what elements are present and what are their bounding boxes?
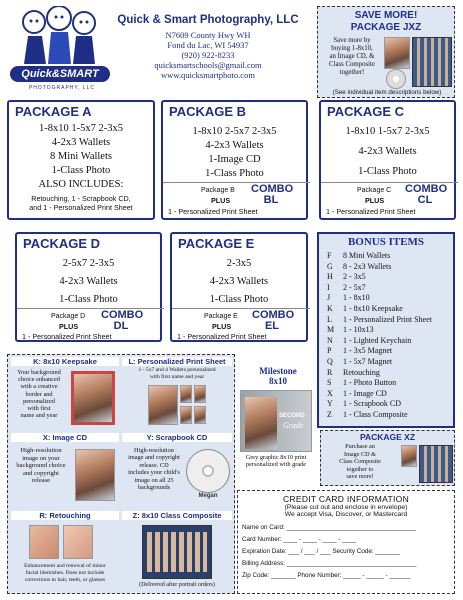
item-z-title: Z: 8x10 Class Composite [122,511,232,520]
item-y-title: Y: Scrapbook CD [122,433,232,442]
retouch-before-photo [29,525,59,559]
bonus-item: S 1 - Photo Button [327,378,397,388]
bonus-item: R Retouching [327,367,380,377]
save-more-composite-icon [412,37,452,87]
package-d-title: PACKAGE D [23,236,101,251]
card-name-field[interactable]: Name on Card: _____________________________________ [242,524,417,531]
class-composite-icon [142,525,212,579]
item-y: Y: Scrapbook CD High-resolution image and copyright release. CD includes your child's image on all 25 backgrounds Megan [122,433,232,505]
zip-phone-field[interactable]: Zip Code: _______ Phone Number: _____ - _____ - ______ [242,572,411,579]
package-a-title: PACKAGE A [15,104,92,119]
package-b-title: PACKAGE B [169,104,247,119]
bonus-item: J 1 - 8x10 [327,293,370,303]
card-number-field[interactable]: Card Number: ____ - ____ - ____ - ____ [242,536,357,543]
item-k-title: K: 8x10 Keepsake [11,357,119,366]
credit-card-form: CREDIT CARD INFORMATION (Please cut out and enclose in envelope) We accept Visa, Discover, or Mastercard Name on Card: _____________________________________ Card Number: ____ - ____ - ____ - ____ Expiration Date: ___ / ___ / ___ Security Code: _______ Billing Address: _____________________________________ Zip Code: _______ Phone Number: _____ - _____ - ______ [237,490,455,594]
package-d-combo: COMBO DL [101,309,144,332]
package-xz-composite-icon [419,445,453,483]
retouch-after-photo [63,525,93,559]
company-info [108,14,308,80]
bonus-item: P 1 - 3x5 Magnet [327,346,393,356]
company-name: Quick & Smart Photography, LLC [117,14,299,26]
expiration-field[interactable]: Expiration Date: ___ / ___ / ___ Security Code: _______ [242,548,400,555]
bonus-item: N 1 - Lighted Keychain [327,335,412,345]
package-xz-box: PACKAGE XZ Purchase an Image CD & Class Composite together to save more! [320,430,455,486]
item-l-title: L: Personalized Print Sheet [122,357,232,366]
package-c: PACKAGE C 1-8x10 1-5x7 2-3x5 4-2x3 Wallets 1-Class Photo Package C PLUS COMBO CL 1 - Personalized Print Sheet [319,100,456,220]
item-l: L: Personalized Print Sheet 1 - 5x7 and 4 Wallets personalized with first name and year [122,357,232,427]
save-more-text: Save more by buying 1-8x10, an Image CD, & Class Composite together! [329,37,375,76]
print-sheet-photo [148,385,178,425]
bonus-item: Z 1 - Class Composite [327,409,408,419]
billing-address-field[interactable]: Billing Address: _____________________________________ [242,560,417,567]
item-k: K: 8x10 Keepsake Your background choice enhanced with a creative border and personalized with first name and year [11,357,119,427]
package-b-combo: COMBO BL [251,183,294,206]
package-c-combo: COMBO CL [405,183,448,206]
bonus-item: K 1 - 8x10 Keepsake [327,303,403,313]
item-x: X: Image CD High-resolution image on your background choice and copyright release [11,433,119,505]
bonus-item: L 1 - Personalized Print Sheet [327,314,432,324]
bonus-items-title: BONUS ITEMS [347,236,425,248]
item-z: Z: 8x10 Class Composite (Delivered after portrait orders) [122,511,232,593]
company-address-1: N7609 County Hwy WH [165,30,251,40]
company-email[interactable]: quicksmartschools@gmail.com [154,60,262,70]
company-phone: (920) 922-8233 [181,50,235,60]
save-more-subtitle: PACKAGE JXZ [350,22,422,33]
bonus-items-list [327,251,453,421]
package-d: PACKAGE D 2-5x7 2-3x5 4-2x3 Wallets 1-Class Photo Package D PLUS COMBO DL 1 - Personalized Print Sheet [15,232,162,342]
image-cd-photo [75,449,115,501]
package-xz-title: PACKAGE XZ [359,432,416,442]
package-e-title: PACKAGE E [178,236,255,251]
bonus-item: H 2 - 3x5 [327,272,366,282]
kids-logo-icon [18,6,100,66]
credit-card-title: CREDIT CARD INFORMATION [282,494,410,504]
bonus-item: G 8 - 2x3 Wallets [327,261,392,271]
item-x-title: X: Image CD [11,433,119,442]
bonus-item: M 1 - 10x13 [327,325,374,335]
save-more-cd-icon [386,69,406,89]
company-address-2: Fond du Lac, WI 54937 [167,40,249,50]
bonus-item: Q 1 - 5x7 Magnet [327,356,393,366]
company-website[interactable]: www.quicksmartphoto.com [161,70,255,80]
bonus-item: F 8 Mini Wallets [327,251,391,260]
package-e: PACKAGE E 2-3x5 4-2x3 Wallets 1-Class Photo Package E PLUS COMBO EL 1 - Personalized Print Sheet [170,232,308,342]
bonus-item: X 1 - Image CD [327,388,387,398]
package-e-combo: COMBO EL [252,309,295,332]
save-more-box [317,6,455,98]
save-more-title: SAVE MORE! [354,10,418,21]
keepsake-photo [71,371,115,425]
logo [8,6,110,98]
package-b: PACKAGE B 1-8x10 2-5x7 2-3x5 4-2x3 Wallets 1-Image CD 1-Class Photo Package B PLUS COMBO BL 1 - Personalized Print Sheet [161,100,308,220]
scrapbook-cd-label: Megan [198,493,218,499]
scrapbook-cd-icon [186,449,230,493]
package-c-title: PACKAGE C [327,104,405,119]
item-r-title: R: Retouching [11,511,119,520]
item-r: R: Retouching Enhancement and removal of minor facial blemishes. Does not include corrections to hair, teeth, or glasses [11,511,119,593]
save-more-photo [384,37,410,69]
bonus-item: Y 1 - Scrapbook CD [327,399,401,409]
logo-subtext: PHOTOGRAPHY, LLC [28,85,96,91]
bonus-items-box [317,232,455,428]
milestone-photo: SECOND Grade [240,390,312,452]
save-more-note: (See individual item descriptions below) [332,89,442,96]
logo-text: Quick&SMART [10,66,110,82]
milestone-caption: Grey graphic 8x10 print personalized with grade [245,454,307,469]
milestone-title: Milestone 8x10 [259,366,297,386]
bonus-item: I 2 - 5x7 [327,282,366,292]
package-a: PACKAGE A 1-8x10 1-5x7 2-3x5 4-2x3 Wallets 8 Mini Wallets 1-Class Photo ALSO INCLUDES: Retouching, 1 - Scrapbook CD, and 1 - Personalized Print Sheet [7,100,155,220]
